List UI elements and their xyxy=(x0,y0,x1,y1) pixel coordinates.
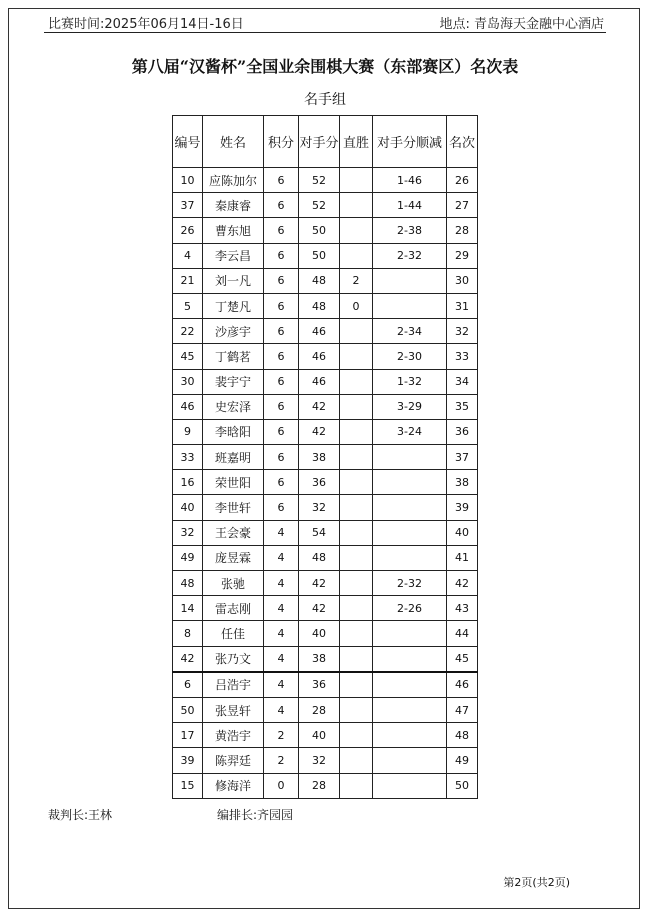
table-row xyxy=(173,571,478,596)
direct-win-cell xyxy=(340,773,373,798)
opponent-reduction-cell: 3-29 xyxy=(373,394,447,419)
table-row xyxy=(173,697,478,722)
table-row xyxy=(173,419,478,444)
opponent-score-cell: 28 xyxy=(299,773,340,798)
player-id-cell: 5 xyxy=(173,293,203,318)
rank-cell: 30 xyxy=(447,268,478,293)
player-name-cell: 应陈加尔 xyxy=(203,168,264,193)
col-header-id: 编号 xyxy=(173,116,203,168)
opponent-reduction-cell xyxy=(373,621,447,646)
table-row xyxy=(173,394,478,419)
rank-cell: 28 xyxy=(447,218,478,243)
direct-win-cell xyxy=(340,419,373,444)
player-id-cell: 9 xyxy=(173,419,203,444)
direct-win-cell xyxy=(340,596,373,621)
player-name-cell: 史宏泽 xyxy=(203,394,264,419)
rank-cell: 39 xyxy=(447,495,478,520)
player-name-cell: 张乃文 xyxy=(203,646,264,672)
points-cell: 6 xyxy=(264,319,299,344)
player-name-cell: 李云昌 xyxy=(203,243,264,268)
header-divider xyxy=(44,32,606,33)
player-name-cell: 丁楚凡 xyxy=(203,293,264,318)
player-name-cell: 秦康睿 xyxy=(203,193,264,218)
direct-win-cell xyxy=(340,470,373,495)
player-name-cell: 丁鹤茗 xyxy=(203,344,264,369)
table-row xyxy=(173,369,478,394)
table-row xyxy=(173,243,478,268)
table-header-row xyxy=(173,116,478,168)
rank-cell: 49 xyxy=(447,748,478,773)
points-cell: 6 xyxy=(264,168,299,193)
opponent-score-cell: 38 xyxy=(299,646,340,672)
opponent-score-cell: 42 xyxy=(299,571,340,596)
player-id-cell: 48 xyxy=(173,571,203,596)
opponent-reduction-cell: 1-46 xyxy=(373,168,447,193)
opponent-score-cell: 48 xyxy=(299,545,340,570)
rank-cell: 29 xyxy=(447,243,478,268)
points-cell: 4 xyxy=(264,621,299,646)
player-name-cell: 雷志刚 xyxy=(203,596,264,621)
player-name-cell: 张昱轩 xyxy=(203,697,264,722)
opponent-score-cell: 36 xyxy=(299,470,340,495)
table-row xyxy=(173,596,478,621)
direct-win-cell: 0 xyxy=(340,293,373,318)
player-id-cell: 32 xyxy=(173,520,203,545)
rank-cell: 45 xyxy=(447,646,478,672)
points-cell: 6 xyxy=(264,293,299,318)
opponent-reduction-cell xyxy=(373,646,447,672)
arranger: 编排长:齐园园 xyxy=(217,808,294,822)
col-header-opponent-score: 对手分 xyxy=(299,116,340,168)
direct-win-cell xyxy=(340,243,373,268)
direct-win-cell xyxy=(340,344,373,369)
opponent-reduction-cell xyxy=(373,293,447,318)
opponent-score-cell: 52 xyxy=(299,193,340,218)
direct-win-cell xyxy=(340,672,373,698)
opponent-reduction-cell: 1-32 xyxy=(373,369,447,394)
player-name-cell: 陈羿廷 xyxy=(203,748,264,773)
opponent-reduction-cell xyxy=(373,672,447,698)
rank-cell: 37 xyxy=(447,445,478,470)
opponent-score-cell: 32 xyxy=(299,748,340,773)
player-id-cell: 30 xyxy=(173,369,203,394)
rank-cell: 31 xyxy=(447,293,478,318)
col-header-name: 姓名 xyxy=(203,116,264,168)
opponent-reduction-cell xyxy=(373,268,447,293)
points-cell: 0 xyxy=(264,773,299,798)
direct-win-cell xyxy=(340,621,373,646)
opponent-score-cell: 42 xyxy=(299,394,340,419)
opponent-score-cell: 52 xyxy=(299,168,340,193)
opponent-score-cell: 46 xyxy=(299,319,340,344)
opponent-reduction-cell xyxy=(373,773,447,798)
opponent-reduction-cell: 2-38 xyxy=(373,218,447,243)
opponent-reduction-cell: 2-32 xyxy=(373,571,447,596)
points-cell: 4 xyxy=(264,646,299,672)
points-cell: 6 xyxy=(264,243,299,268)
player-id-cell: 15 xyxy=(173,773,203,798)
venue: 地点: 青岛海天金融中心酒店 xyxy=(439,17,604,32)
points-cell: 4 xyxy=(264,545,299,570)
opponent-reduction-cell xyxy=(373,697,447,722)
rank-cell: 36 xyxy=(447,419,478,444)
player-name-cell: 黄浩宇 xyxy=(203,723,264,748)
points-cell: 6 xyxy=(264,394,299,419)
table-row xyxy=(173,168,478,193)
player-id-cell: 49 xyxy=(173,545,203,570)
direct-win-cell: 2 xyxy=(340,268,373,293)
table-row xyxy=(173,621,478,646)
points-cell: 6 xyxy=(264,268,299,293)
table-row xyxy=(173,293,478,318)
opponent-score-cell: 42 xyxy=(299,419,340,444)
col-header-rank: 名次 xyxy=(447,116,478,168)
opponent-reduction-cell xyxy=(373,545,447,570)
direct-win-cell xyxy=(340,748,373,773)
page-title: 第八届“汉酱杯”全国业余围棋大赛（东部赛区）名次表 xyxy=(131,57,519,76)
table-row xyxy=(173,646,478,672)
direct-win-cell xyxy=(340,495,373,520)
opponent-reduction-cell: 1-44 xyxy=(373,193,447,218)
rank-cell: 35 xyxy=(447,394,478,419)
player-id-cell: 14 xyxy=(173,596,203,621)
opponent-score-cell: 50 xyxy=(299,218,340,243)
player-id-cell: 37 xyxy=(173,193,203,218)
opponent-score-cell: 46 xyxy=(299,344,340,369)
table-row xyxy=(173,268,478,293)
opponent-reduction-cell: 3-24 xyxy=(373,419,447,444)
player-id-cell: 21 xyxy=(173,268,203,293)
rank-cell: 32 xyxy=(447,319,478,344)
player-id-cell: 42 xyxy=(173,646,203,672)
opponent-score-cell: 42 xyxy=(299,596,340,621)
opponent-score-cell: 28 xyxy=(299,697,340,722)
opponent-reduction-cell xyxy=(373,748,447,773)
table-row xyxy=(173,545,478,570)
player-name-cell: 修海洋 xyxy=(203,773,264,798)
points-cell: 4 xyxy=(264,697,299,722)
rank-cell: 26 xyxy=(447,168,478,193)
player-name-cell: 吕浩宇 xyxy=(203,672,264,698)
opponent-reduction-cell xyxy=(373,495,447,520)
opponent-reduction-cell: 2-34 xyxy=(373,319,447,344)
opponent-score-cell: 50 xyxy=(299,243,340,268)
table-row xyxy=(173,470,478,495)
opponent-score-cell: 46 xyxy=(299,369,340,394)
match-date: 比赛时间:2025年06月14日-16日 xyxy=(48,17,244,32)
ranking-table xyxy=(172,115,478,799)
rank-cell: 40 xyxy=(447,520,478,545)
rank-cell: 38 xyxy=(447,470,478,495)
opponent-score-cell: 38 xyxy=(299,445,340,470)
opponent-reduction-cell: 2-32 xyxy=(373,243,447,268)
points-cell: 6 xyxy=(264,193,299,218)
player-id-cell: 17 xyxy=(173,723,203,748)
table-row xyxy=(173,445,478,470)
rank-cell: 27 xyxy=(447,193,478,218)
rank-cell: 46 xyxy=(447,672,478,698)
direct-win-cell xyxy=(340,520,373,545)
opponent-reduction-cell: 2-30 xyxy=(373,344,447,369)
table-row xyxy=(173,344,478,369)
opponent-score-cell: 40 xyxy=(299,723,340,748)
player-id-cell: 33 xyxy=(173,445,203,470)
player-id-cell: 10 xyxy=(173,168,203,193)
points-cell: 6 xyxy=(264,470,299,495)
player-name-cell: 李世轩 xyxy=(203,495,264,520)
direct-win-cell xyxy=(340,545,373,570)
points-cell: 6 xyxy=(264,495,299,520)
points-cell: 6 xyxy=(264,419,299,444)
table-row xyxy=(173,672,478,698)
points-cell: 6 xyxy=(264,369,299,394)
player-name-cell: 班嘉明 xyxy=(203,445,264,470)
col-header-points: 积分 xyxy=(264,116,299,168)
opponent-score-cell: 32 xyxy=(299,495,340,520)
player-id-cell: 8 xyxy=(173,621,203,646)
table-row xyxy=(173,748,478,773)
player-id-cell: 40 xyxy=(173,495,203,520)
table-row xyxy=(173,520,478,545)
points-cell: 2 xyxy=(264,723,299,748)
page-number: 第2页(共2页) xyxy=(503,876,570,889)
player-name-cell: 庞昱霖 xyxy=(203,545,264,570)
opponent-score-cell: 54 xyxy=(299,520,340,545)
direct-win-cell xyxy=(340,319,373,344)
rank-cell: 44 xyxy=(447,621,478,646)
opponent-reduction-cell xyxy=(373,723,447,748)
direct-win-cell xyxy=(340,723,373,748)
player-id-cell: 4 xyxy=(173,243,203,268)
opponent-score-cell: 36 xyxy=(299,672,340,698)
opponent-score-cell: 48 xyxy=(299,293,340,318)
player-name-cell: 王会豪 xyxy=(203,520,264,545)
direct-win-cell xyxy=(340,445,373,470)
rank-cell: 42 xyxy=(447,571,478,596)
col-header-opponent-reduction: 对手分顺减 xyxy=(373,116,447,168)
opponent-reduction-cell xyxy=(373,445,447,470)
player-name-cell: 沙彦宇 xyxy=(203,319,264,344)
player-name-cell: 荣世阳 xyxy=(203,470,264,495)
opponent-score-cell: 40 xyxy=(299,621,340,646)
direct-win-cell xyxy=(340,168,373,193)
player-id-cell: 26 xyxy=(173,218,203,243)
player-id-cell: 39 xyxy=(173,748,203,773)
points-cell: 4 xyxy=(264,571,299,596)
direct-win-cell xyxy=(340,369,373,394)
table-row xyxy=(173,773,478,798)
player-id-cell: 16 xyxy=(173,470,203,495)
rank-cell: 41 xyxy=(447,545,478,570)
rank-cell: 50 xyxy=(447,773,478,798)
direct-win-cell xyxy=(340,218,373,243)
player-name-cell: 曹东旭 xyxy=(203,218,264,243)
player-id-cell: 50 xyxy=(173,697,203,722)
opponent-score-cell: 48 xyxy=(299,268,340,293)
col-header-direct-win: 直胜 xyxy=(340,116,373,168)
table-row xyxy=(173,723,478,748)
rank-cell: 48 xyxy=(447,723,478,748)
player-id-cell: 22 xyxy=(173,319,203,344)
player-id-cell: 6 xyxy=(173,672,203,698)
table-row xyxy=(173,218,478,243)
points-cell: 4 xyxy=(264,672,299,698)
points-cell: 2 xyxy=(264,748,299,773)
points-cell: 4 xyxy=(264,520,299,545)
player-id-cell: 45 xyxy=(173,344,203,369)
rank-cell: 47 xyxy=(447,697,478,722)
direct-win-cell xyxy=(340,571,373,596)
group-subtitle: 名手组 xyxy=(304,92,346,108)
opponent-reduction-cell: 2-26 xyxy=(373,596,447,621)
player-name-cell: 刘一凡 xyxy=(203,268,264,293)
rank-cell: 34 xyxy=(447,369,478,394)
points-cell: 6 xyxy=(264,445,299,470)
player-id-cell: 46 xyxy=(173,394,203,419)
referee: 裁判长:王林 xyxy=(48,808,113,822)
direct-win-cell xyxy=(340,193,373,218)
points-cell: 6 xyxy=(264,344,299,369)
points-cell: 4 xyxy=(264,596,299,621)
player-name-cell: 裴宇宁 xyxy=(203,369,264,394)
table-row xyxy=(173,495,478,520)
direct-win-cell xyxy=(340,646,373,672)
points-cell: 6 xyxy=(264,218,299,243)
opponent-reduction-cell xyxy=(373,520,447,545)
player-name-cell: 任佳 xyxy=(203,621,264,646)
direct-win-cell xyxy=(340,394,373,419)
rank-cell: 33 xyxy=(447,344,478,369)
rank-cell: 43 xyxy=(447,596,478,621)
player-name-cell: 李晗阳 xyxy=(203,419,264,444)
table-body xyxy=(173,168,478,799)
opponent-reduction-cell xyxy=(373,470,447,495)
player-name-cell: 张驰 xyxy=(203,571,264,596)
direct-win-cell xyxy=(340,697,373,722)
table-row xyxy=(173,193,478,218)
table-row xyxy=(173,319,478,344)
